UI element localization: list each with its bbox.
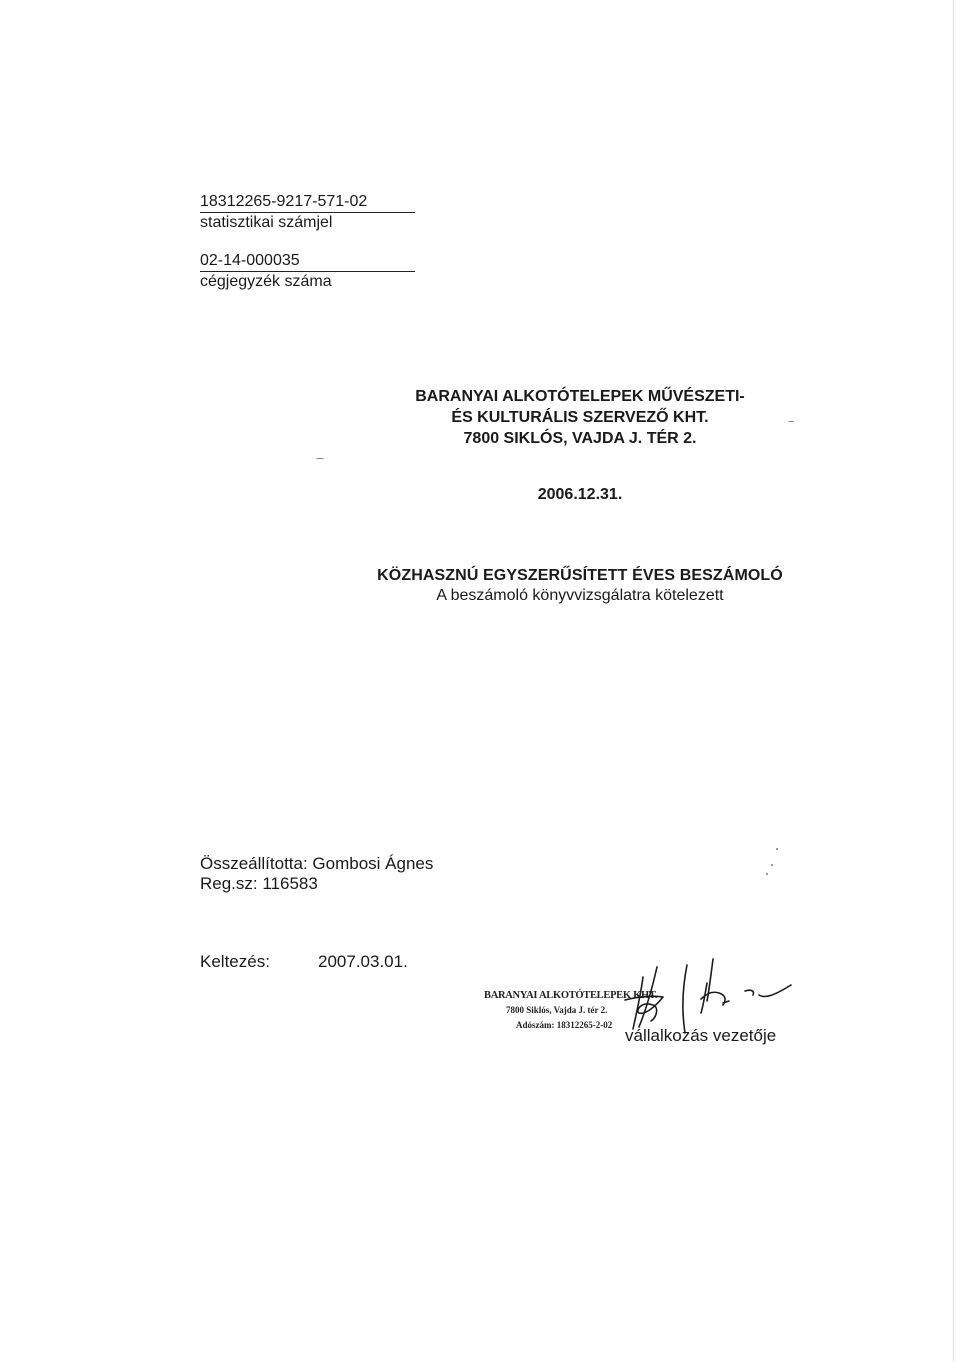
company-reg-caption: cégjegyzék száma bbox=[200, 273, 332, 290]
report-title: KÖZHASZNÚ EGYSZERŰSÍTETT ÉVES BESZÁMOLÓ bbox=[377, 567, 783, 584]
dated-row bbox=[200, 952, 408, 972]
report-title-block bbox=[300, 566, 860, 606]
organization-name-line2: ÉS KULTURÁLIS SZERVEZŐ KHT. bbox=[451, 409, 709, 426]
scan-speck bbox=[788, 421, 794, 422]
scan-speck bbox=[316, 458, 324, 459]
handwritten-signature bbox=[595, 955, 795, 1035]
stamp-company-name: BARANYAI ALKOTÓTELEPEK KHT. bbox=[484, 990, 658, 1001]
stat-number-caption: statisztikai számjel bbox=[200, 214, 333, 231]
page-edge-line bbox=[953, 0, 954, 1362]
scan-speck bbox=[771, 864, 773, 866]
signature-caption: vállalkozás vezetője bbox=[625, 1026, 777, 1045]
scan-speck bbox=[776, 848, 778, 850]
compiler-reg-number: Reg.sz: 116583 bbox=[200, 874, 318, 893]
company-reg-value: 02-14-000035 bbox=[200, 252, 415, 272]
compiler-block bbox=[200, 854, 433, 894]
report-subtitle: A beszámoló könyvvizsgálatra kötelezett bbox=[436, 587, 724, 604]
dated-value: 2007.03.01. bbox=[318, 952, 408, 971]
company-reg-field bbox=[200, 252, 415, 291]
stamp-tax-number: Adószám: 18312265-2-02 bbox=[516, 1020, 613, 1030]
scan-speck bbox=[766, 873, 768, 875]
organization-name-line1: BARANYAI ALKOTÓTELEPEK MŰVÉSZETI- bbox=[415, 388, 745, 405]
compiler-name: Összeállította: Gombosi Ágnes bbox=[200, 854, 434, 873]
stat-number-value: 18312265-9217-571-02 bbox=[200, 193, 415, 213]
organization-block bbox=[360, 386, 800, 449]
organization-address: 7800 SIKLÓS, VAJDA J. TÉR 2. bbox=[463, 430, 697, 447]
stat-number-field bbox=[200, 193, 415, 232]
stamp-address: 7800 Siklós, Vajda J. tér 2. bbox=[506, 1005, 608, 1015]
report-date: 2006.12.31. bbox=[537, 486, 623, 503]
dated-label: Keltezés: bbox=[200, 952, 270, 971]
